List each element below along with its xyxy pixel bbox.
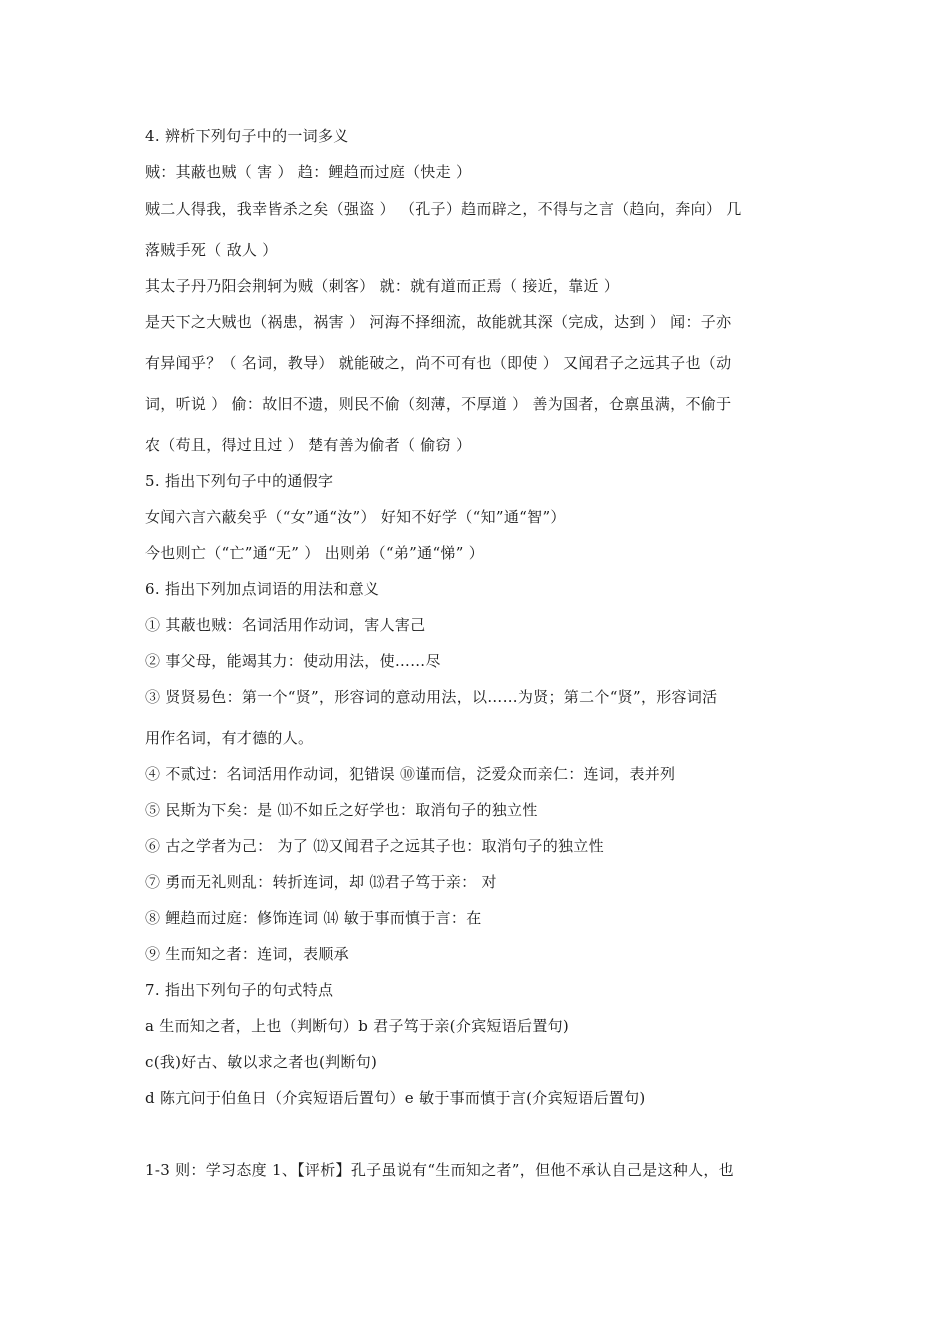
commentary-line: 1-3 则：学习态度 1、【评析】孔子虽说有“生而知之者”，但他不承认自己是这种人，也: [145, 1161, 734, 1179]
text-line: 农（苟且，得过且过 ） 楚有善为偷者（ 偷窃 ）: [145, 436, 472, 454]
heading-6: 6. 指出下列加点词语的用法和意义: [145, 580, 380, 598]
heading-5: 5. 指出下列句子中的通假字: [145, 472, 334, 490]
list-item: ⑥ 古之学者为己： 为了 ⑿又闻君子之远其子也：取消句子的独立性: [145, 837, 604, 855]
text-line: a 生而知之者，上也（判断句）b 君子笃于亲(介宾短语后置句): [145, 1017, 570, 1035]
list-item: ④ 不贰过：名词活用作动词，犯错误 ⑩谨而信，泛爱众而亲仁：连词，表并列: [145, 765, 676, 783]
text-line: 有异闻乎？（ 名词，教导） 就能破之，尚不可有也（即使 ） 又闻君子之远其子也（动: [145, 354, 732, 372]
text-line: 其太子丹乃阳会荆轲为贼（刺客） 就：就有道而正焉（ 接近，靠近 ）: [145, 277, 620, 295]
heading-7: 7. 指出下列句子的句式特点: [145, 981, 334, 999]
list-item: ⑧ 鲤趋而过庭：修饰连词 ⒁ 敏于事而慎于言：在: [145, 909, 482, 927]
text-line: c(我)好古、敏以求之者也(判断句): [145, 1053, 378, 1071]
text-line: 是天下之大贼也（祸患，祸害 ） 河海不择细流，故能就其深（完成，达到 ） 闻：子亦: [145, 313, 732, 331]
text-line: 今也则亡（“亡”通“无” ） 出则弟（“弟”通“悌” ）: [145, 544, 485, 562]
heading-4: 4. 辨析下列句子中的一词多义: [145, 127, 349, 145]
text-line: 女闻六言六蔽矣乎（“女”通“汝”） 好知不好学（“知”通“智”）: [145, 508, 566, 526]
text-line: 贼：其蔽也贼（ 害 ） 趋：鲤趋而过庭（快走 ）: [145, 163, 472, 181]
list-item: ① 其蔽也贼：名词活用作动词，害人害己: [145, 616, 426, 634]
text-line: 落贼手死（ 敌人 ）: [145, 241, 278, 259]
text-line: d 陈亢问于伯鱼日（介宾短语后置句）e 敏于事而慎于言(介宾短语后置句): [145, 1089, 646, 1107]
list-item: ⑨ 生而知之者：连词，表顺承: [145, 945, 349, 963]
list-item: ⑤ 民斯为下矣：是 ⑾不如丘之好学也：取消句子的独立性: [145, 801, 538, 819]
list-item: ③ 贤贤易色：第一个“贤”，形容词的意动用法，以……为贤；第二个“贤”，形容词活: [145, 688, 718, 706]
text-line: 贼二人得我，我幸皆杀之矣（强盗 ） （孔子）趋而辟之，不得与之言（趋向，奔向） 几: [145, 200, 742, 218]
list-item: ⑦ 勇而无礼则乱：转折连词，却 ⒀君子笃于亲： 对: [145, 873, 497, 891]
list-item: 用作名词，有才德的人。: [145, 729, 314, 747]
text-line: 词，听说 ） 偷：故旧不遗，则民不偷（刻薄，不厚道 ） 善为国者，仓禀虽满，不偷于: [145, 395, 732, 413]
list-item: ② 事父母，能竭其力：使动用法，使……尽: [145, 652, 441, 670]
